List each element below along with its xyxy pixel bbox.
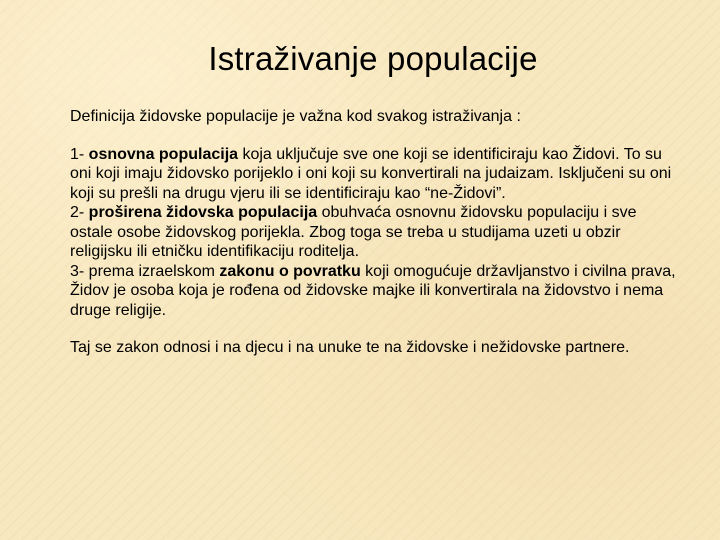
item-2-term: proširena židovska populacija [88, 204, 318, 221]
intro-paragraph: Definicija židovske populacije je važna kod svakog istraživanja : [70, 108, 521, 125]
item-3-text: koji omogućuje državljanstvo i civilna prava, Židov je osoba koja je rođena od židovske majke ili konvertirala na židovstvo i nema druge religije. [70, 262, 676, 319]
item-2-text: obuhvaća osnovnu židovsku populaciju i sve ostale osobe židovskog porijekla. Zbog toga se treba u studijama uzeti u obzir religijsku ili etničku identifikaciju roditelja. [70, 204, 637, 260]
item-2-prefix: 2- [70, 204, 89, 221]
item-basic-population [70, 145, 682, 204]
slide-body [70, 107, 682, 358]
item-extended-population [70, 203, 682, 262]
slide-title: Istraživanje populacije [208, 40, 538, 77]
closing-paragraph: Taj se zakon odnosi i na djecu i na unuke te na židovske i nežidovske partnere. [70, 339, 630, 356]
item-3-term: zakonu o povratku [219, 262, 361, 280]
item-1-text: koja uključuje sve one koji se identificiraju kao Židovi. To su oni koji imaju židovsko porijeklo i oni koji su konvertirali na judaizam. Isključeni su oni koji su prešli na drugu vjeru ili se identificiraju kao “ne-Židovi”. [70, 145, 672, 202]
item-law-of-return [70, 262, 682, 321]
item-1-prefix: 1- [70, 145, 89, 163]
item-3-prefix: 3- prema izraelskom [70, 262, 220, 280]
item-1-term: osnovna populacija [88, 145, 239, 163]
